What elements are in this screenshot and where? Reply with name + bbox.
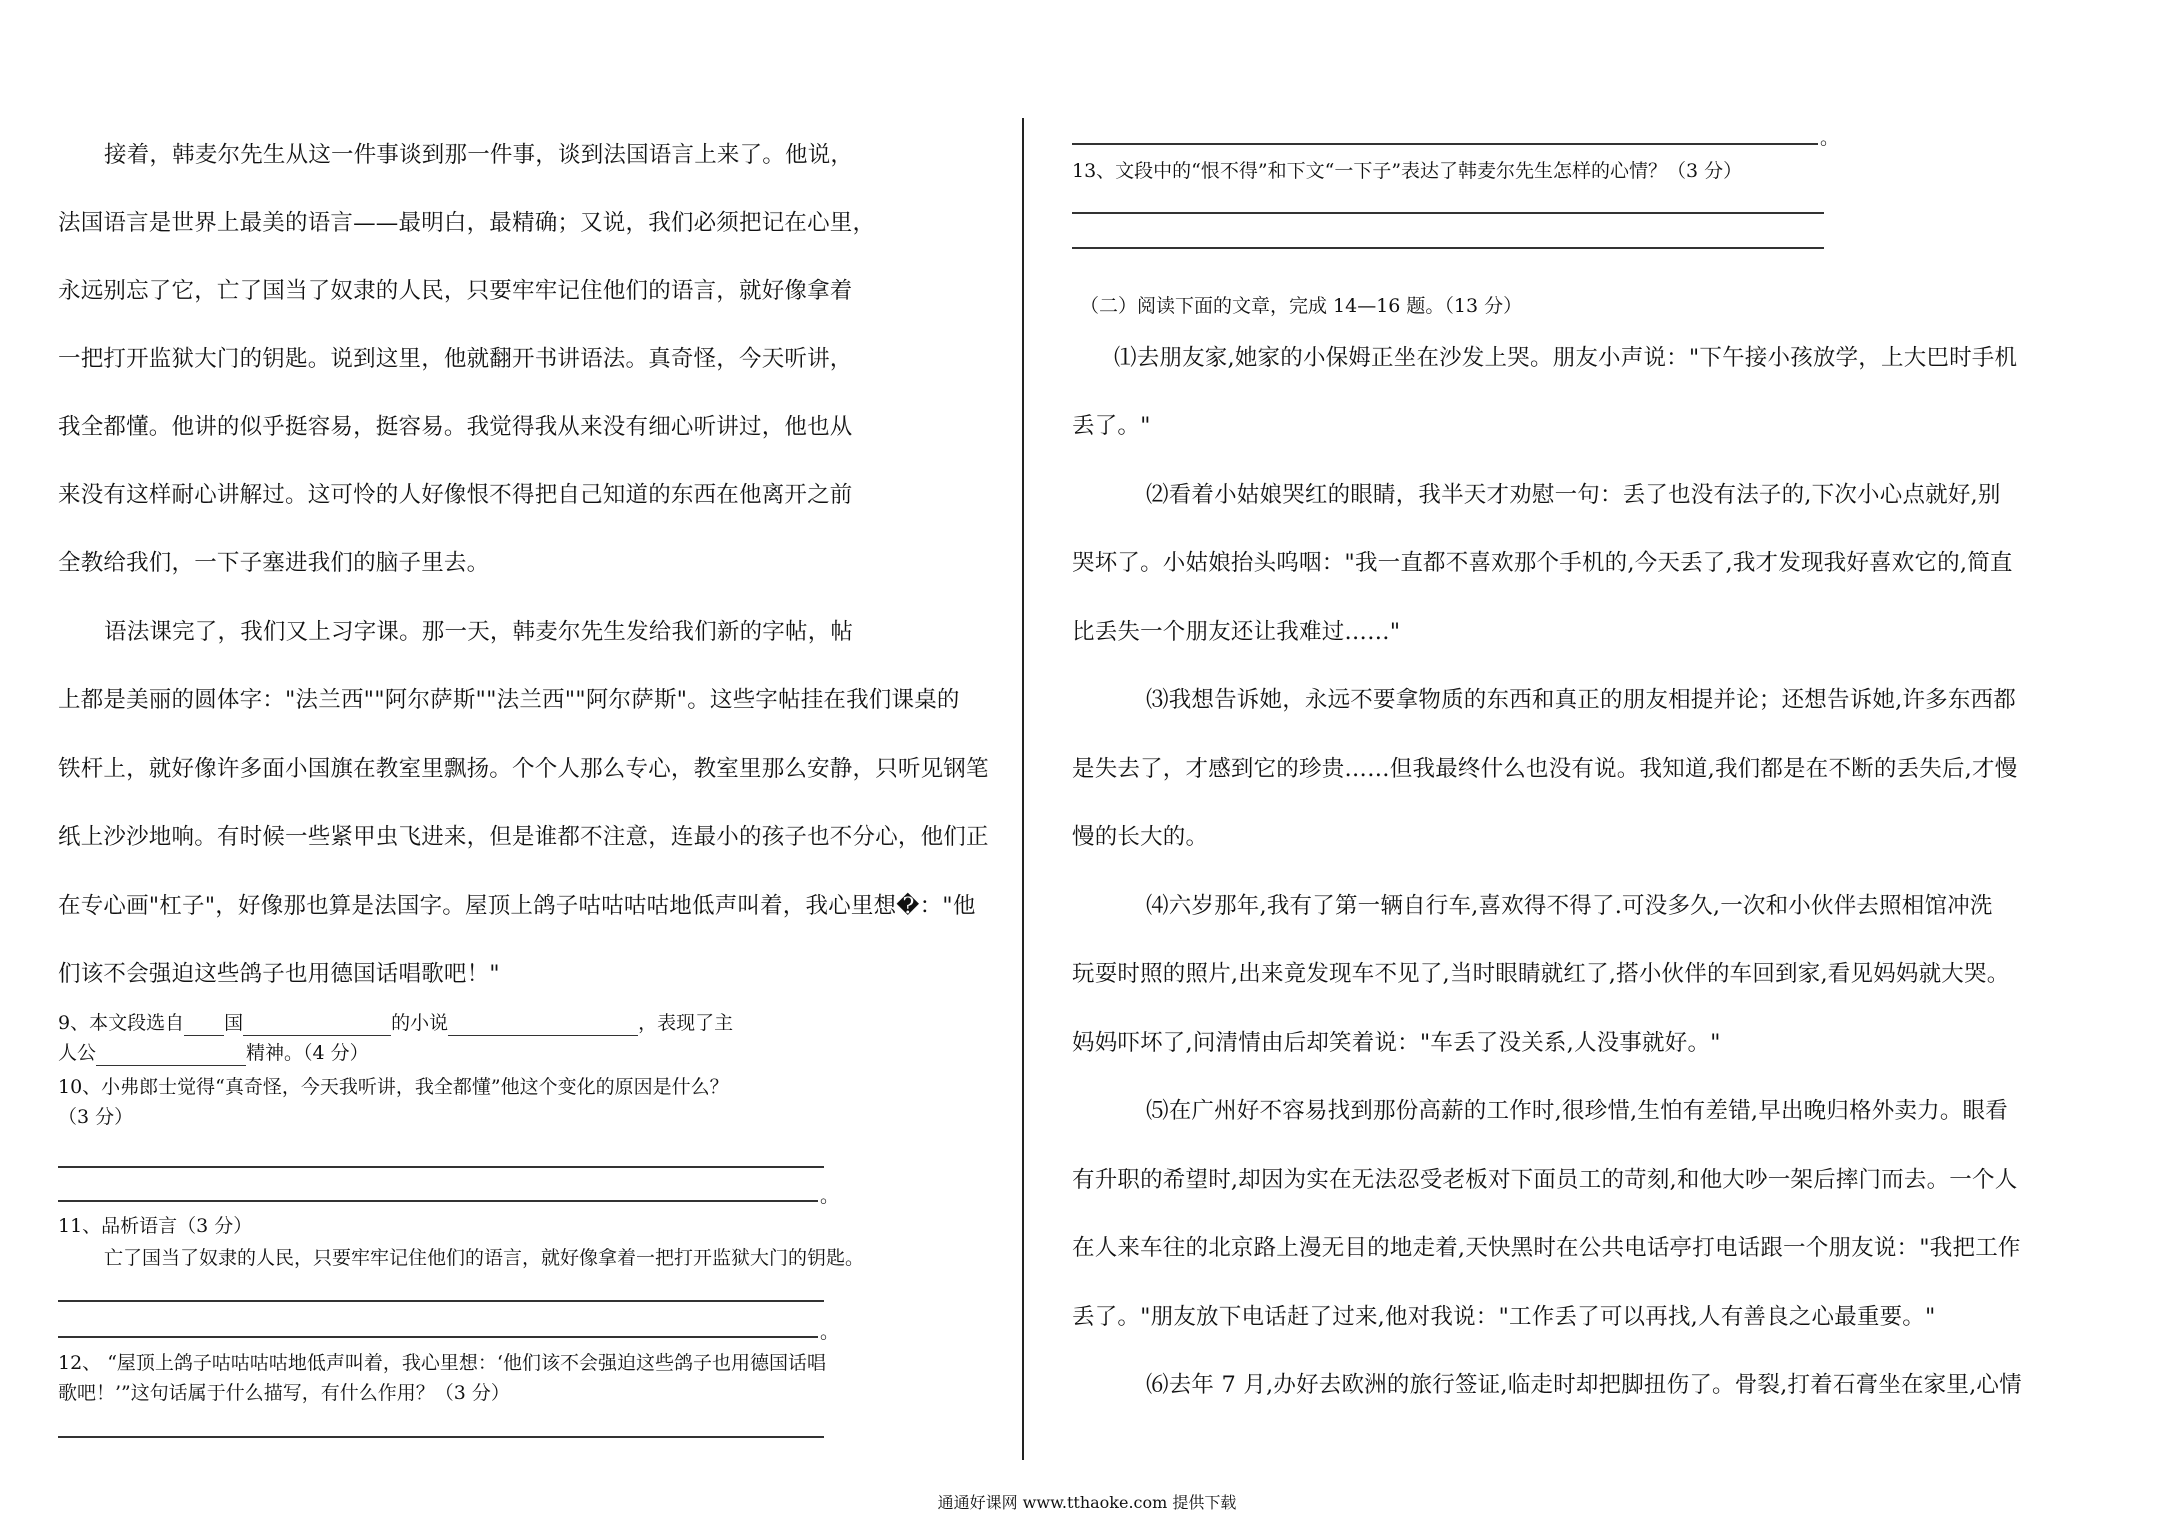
answer-line[interactable]	[58, 1436, 824, 1438]
answer-line[interactable]	[58, 1300, 824, 1302]
question-13: 13、文段中的“恨不得”和下文“一下子”表达了韩麦尔先生怎样的心情？（3 分）	[1072, 160, 1743, 182]
passage-line: 来没有这样耐心讲解过。这可怜的人好像恨不得把自己知道的东西在他离开之前	[58, 482, 853, 508]
period: 。	[1820, 127, 1840, 149]
passage-line: 在专心画"杠子"，好像那也算是法国字。屋顶上鸽子咕咕咕咕地低声叫着，我心里想�："他	[58, 893, 976, 919]
footer-credit: 通通好课网 www.tthaoke.com 提供下载	[937, 1493, 1237, 1512]
answer-line[interactable]	[1072, 247, 1824, 249]
question-10-points: （3 分）	[58, 1106, 134, 1128]
period: 。	[820, 1185, 840, 1207]
passage-line: 有升职的希望时,却因为实在无法忍受老板对下面员工的苛刻,和他大吵一架后摔门而去。一个人	[1072, 1167, 2018, 1193]
passage-line: ⑶我想告诉她，永远不要拿物质的东西和真正的朋友相提并论；还想告诉她,许多东西都	[1146, 687, 2016, 713]
passage-line: 语法课完了，我们又上习字课。那一天，韩麦尔先生发给我们新的字帖，帖	[104, 619, 854, 645]
passage-line: 哭坏了。小姑娘抬头呜咽："我一直都不喜欢那个手机的,今天丢了,我才发现我好喜欢它的,简直	[1072, 550, 2013, 576]
passage-line: 们该不会强迫这些鸽子也用德国话唱歌吧！"	[58, 961, 500, 987]
answer-line[interactable]	[1072, 143, 1818, 145]
question-12-cont: 歌吧！’”这句话属于什么描写，有什么作用？（3 分）	[58, 1382, 510, 1404]
answer-line[interactable]	[58, 1166, 824, 1168]
passage-line: ⑵看着小姑娘哭红的眼睛，我半天才劝慰一句：丢了也没有法子的,下次小心点就好,别	[1146, 482, 2001, 508]
answer-line[interactable]	[1072, 212, 1824, 214]
answer-line[interactable]	[58, 1200, 818, 1202]
period: 。	[820, 1321, 840, 1343]
passage-line: 是失去了，才感到它的珍贵……但我最终什么也没有说。我知道,我们都是在不断的丢失后,才慢	[1072, 756, 2018, 782]
passage-line: 全教给我们，一下子塞进我们的脑子里去。	[58, 550, 490, 576]
passage-line: ⑷六岁那年,我有了第一辆自行车,喜欢得不得了.可没多久,一次和小伙伴去照相馆冲洗	[1146, 893, 1993, 919]
answer-blank[interactable]	[96, 1045, 246, 1066]
question-11: 11、品析语言（3 分）	[58, 1215, 253, 1237]
question-11-quote: 亡了国当了奴隶的人民，只要牢牢记住他们的语言，就好像拿着一把打开监狱大门的钥匙。	[104, 1247, 865, 1269]
passage-line: ⑹去年 7 月,办好去欧洲的旅行签证,临走时却把脚扭伤了。骨裂,打着石膏坐在家里,心情	[1146, 1372, 2022, 1398]
section-2-heading: （二）阅读下面的文章，完成 14—16 题。（13 分）	[1080, 295, 1523, 317]
passage-line: 比丢失一个朋友还让我难过……"	[1072, 619, 1401, 645]
question-9: 9、本文段选自 国 的小说 ，表现了主	[58, 1012, 734, 1034]
passage-line: 丢了。"	[1072, 413, 1151, 439]
passage-line: 铁杆上，就好像许多面小国旗在教室里飘扬。个个人那么专心，教室里那么安静，只听见钢笔	[58, 756, 989, 782]
passage-line: 玩耍时照的照片,出来竟发现车不见了,当时眼睛就红了,搭小伙伴的车回到家,看见妈妈就大哭。	[1072, 961, 2010, 987]
passage-line: 在人来车往的北京路上漫无目的地走着,天快黑时在公共电话亭打电话跟一个朋友说："我把工作	[1072, 1235, 2021, 1261]
column-divider	[1022, 118, 1024, 1460]
passage-line: 一把打开监狱大门的钥匙。说到这里，他就翻开书讲语法。真奇怪，今天听讲，	[58, 346, 853, 372]
passage-line: ⑸在广州好不容易找到那份高薪的工作时,很珍惜,生怕有差错,早出晚归格外卖力。眼看	[1146, 1098, 2008, 1124]
passage-line: 法国语言是世界上最美的语言——最明白，最精确；又说，我们必须把记在心里，	[58, 210, 876, 236]
answer-line[interactable]	[58, 1336, 818, 1338]
passage-line: 丢了。"朋友放下电话赶了过来,他对我说："工作丢了可以再找,人有善良之心最重要。"	[1072, 1304, 1936, 1330]
passage-line: 接着，韩麦尔先生从这一件事谈到那一件事，谈到法国语言上来了。他说，	[104, 142, 854, 168]
answer-blank[interactable]	[243, 1015, 391, 1036]
answer-blank[interactable]	[184, 1015, 224, 1036]
passage-line: 妈妈吓坏了,问清情由后却笑着说："车丢了没关系,人没事就好。"	[1072, 1030, 1721, 1056]
passage-line: ⑴去朋友家,她家的小保姆正坐在沙发上哭。朋友小声说："下午接小孩放学，上大巴时手机	[1114, 345, 2018, 371]
answer-blank[interactable]	[448, 1015, 638, 1036]
passage-line: 慢的长大的。	[1072, 824, 1209, 850]
passage-line: 我全都懂。他讲的似乎挺容易，挺容易。我觉得我从来没有细心听讲过，他也从	[58, 414, 853, 440]
question-12: 12、 “屋顶上鸽子咕咕咕咕地低声叫着，我心里想：‘他们该不会强迫这些鸽子也用德国话唱	[58, 1352, 826, 1374]
question-10: 10、小弗郎士觉得“真奇怪，今天我听讲，我全都懂”他这个变化的原因是什么？	[58, 1076, 729, 1098]
question-9-cont: 人公 精神。（4 分）	[58, 1042, 369, 1064]
passage-line: 上都是美丽的圆体字："法兰西""阿尔萨斯""法兰西""阿尔萨斯"。这些字帖挂在我们课桌的	[58, 687, 960, 713]
passage-line: 纸上沙沙地响。有时候一些紧甲虫飞进来，但是谁都不注意，连最小的孩子也不分心，他们正	[58, 824, 989, 850]
passage-line: 永远别忘了它，亡了国当了奴隶的人民，只要牢牢记住他们的语言，就好像拿着	[58, 278, 853, 304]
